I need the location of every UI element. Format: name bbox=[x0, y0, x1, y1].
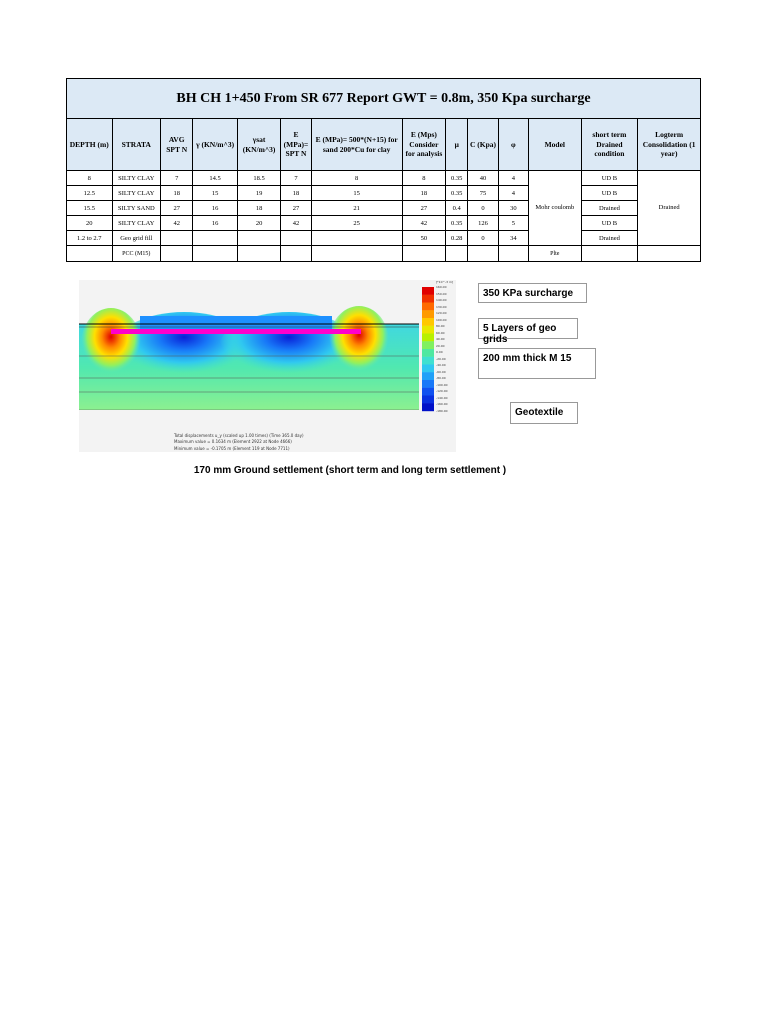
cell: 8 bbox=[67, 171, 113, 186]
cell: 18 bbox=[402, 186, 445, 201]
table-header-row bbox=[67, 119, 701, 171]
cell bbox=[237, 246, 280, 262]
table-row bbox=[67, 216, 701, 231]
cell: 15 bbox=[193, 186, 237, 201]
legend-swatch bbox=[422, 310, 434, 318]
cell bbox=[498, 246, 528, 262]
legend-swatch bbox=[422, 388, 434, 396]
table-row bbox=[67, 231, 701, 246]
soil-parameters-table bbox=[66, 118, 701, 262]
cell: 15 bbox=[311, 186, 402, 201]
legend-label: -120.00 bbox=[436, 389, 448, 394]
cell: 0.35 bbox=[446, 216, 468, 231]
cell: 42 bbox=[402, 216, 445, 231]
settlement-note: 170 mm Ground settlement (short term and long term settlement ) bbox=[193, 465, 507, 476]
m15-callout: 200 mm thick M 15 bbox=[478, 348, 596, 379]
legend-swatch bbox=[422, 380, 434, 388]
cell: 30 bbox=[498, 201, 528, 216]
col-e-formula: E (MPa)= 500*(N+15) for sand 200*Cu for clay bbox=[311, 119, 402, 171]
caption-line: Maximum value = 0.1634 m (Element 2922 at Node 4666) bbox=[174, 439, 292, 445]
cell: 42 bbox=[281, 216, 311, 231]
cell: Drained bbox=[581, 231, 638, 246]
cell bbox=[161, 231, 193, 246]
geotextile-callout: Geotextile bbox=[510, 402, 578, 424]
geo-grid-layers bbox=[111, 329, 361, 334]
legend-label: 80.00 bbox=[436, 324, 445, 329]
col-depth: DEPTH (m) bbox=[67, 119, 113, 171]
table-row bbox=[67, 246, 701, 262]
figure-caption bbox=[174, 433, 304, 452]
cell: PCC (M15) bbox=[112, 246, 161, 262]
col-gamma: γ (KN/m^3) bbox=[193, 119, 237, 171]
cell: 34 bbox=[498, 231, 528, 246]
heave-zone-right bbox=[329, 306, 389, 378]
caption-line: Total displacements u_y (scaled up 1.00 times) (Time 365.0 day) bbox=[174, 433, 304, 438]
cell: 16 bbox=[193, 216, 237, 231]
legend-label: 120.00 bbox=[436, 311, 447, 316]
model-merged-cell: Mohr coulomb bbox=[529, 171, 582, 246]
legend-label: -60.00 bbox=[436, 369, 446, 374]
legend-swatch bbox=[422, 326, 434, 334]
legend-label: 40.00 bbox=[436, 337, 445, 342]
legend-swatch bbox=[422, 396, 434, 404]
legend-label: -180.00 bbox=[436, 409, 448, 413]
legend-unit: [*10^-3 m] bbox=[436, 280, 454, 284]
col-short-term: short term Drained condition bbox=[581, 119, 638, 171]
cell bbox=[281, 231, 311, 246]
legend-swatch bbox=[422, 349, 434, 357]
cell bbox=[281, 246, 311, 262]
cell bbox=[468, 246, 498, 262]
col-model: Model bbox=[529, 119, 582, 171]
cell: 4 bbox=[498, 186, 528, 201]
cell: 18 bbox=[161, 186, 193, 201]
cell: Geo grid fill bbox=[112, 231, 161, 246]
cell: 27 bbox=[402, 201, 445, 216]
legend-swatch bbox=[422, 334, 434, 342]
cell: Drained bbox=[581, 201, 638, 216]
col-e-analysis: E (Mps) Consider for analysis bbox=[402, 119, 445, 171]
cell: 20 bbox=[237, 216, 280, 231]
table-row bbox=[67, 186, 701, 201]
cell: 0.28 bbox=[446, 231, 468, 246]
cell bbox=[311, 231, 402, 246]
legend-label: 20.00 bbox=[436, 343, 445, 348]
table-row bbox=[67, 201, 701, 216]
legend-swatch bbox=[422, 403, 434, 411]
cell: 75 bbox=[468, 186, 498, 201]
cell: 1.2 to 2.7 bbox=[67, 231, 113, 246]
fem-displacement-figure bbox=[79, 280, 456, 452]
cell: Plte bbox=[529, 246, 582, 262]
cell: SILTY CLAY bbox=[112, 186, 161, 201]
cell: 12.5 bbox=[67, 186, 113, 201]
cell: 14.5 bbox=[193, 171, 237, 186]
cell: 27 bbox=[161, 201, 193, 216]
geogrids-callout: 5 Layers of geo grids bbox=[478, 318, 578, 339]
legend-label: 160.00 bbox=[436, 285, 447, 289]
cell: 15.5 bbox=[67, 201, 113, 216]
caption-line: Minimum value = -0.1705 m (Element 119 at Node 7711) bbox=[174, 445, 290, 451]
cell: 21 bbox=[311, 201, 402, 216]
col-spt: AVG SPT N bbox=[161, 119, 193, 171]
cell: 0.4 bbox=[446, 201, 468, 216]
legend-label: -160.00 bbox=[436, 402, 448, 407]
surcharge-callout: 350 KPa surcharge bbox=[478, 283, 587, 303]
legend-swatch bbox=[422, 357, 434, 365]
cell: 5 bbox=[498, 216, 528, 231]
legend-label: 0.00 bbox=[436, 350, 443, 355]
legend-label: -20.00 bbox=[436, 356, 446, 361]
col-gamma-sat: γsat (KN/m^3) bbox=[237, 119, 280, 171]
legend-label: 150.00 bbox=[436, 291, 447, 296]
legend-label: -80.00 bbox=[436, 376, 446, 381]
cell: 0 bbox=[468, 231, 498, 246]
cell: 7 bbox=[161, 171, 193, 186]
cell bbox=[193, 246, 237, 262]
cell: 19 bbox=[237, 186, 280, 201]
cell: UD B bbox=[581, 186, 638, 201]
cell: 4 bbox=[498, 171, 528, 186]
col-e-spt: E (MPa)= SPT N bbox=[281, 119, 311, 171]
legend-label: -40.00 bbox=[436, 363, 446, 368]
cell: UD B bbox=[581, 216, 638, 231]
cell: 18.5 bbox=[237, 171, 280, 186]
report-title: BH CH 1+450 From SR 677 Report GWT = 0.8m, 350 Kpa surcharge bbox=[66, 78, 701, 119]
col-long-term: Logterm Consolidation (1 year) bbox=[638, 119, 701, 171]
cell: 126 bbox=[468, 216, 498, 231]
cell: 0.35 bbox=[446, 186, 468, 201]
cell bbox=[161, 246, 193, 262]
cell bbox=[638, 246, 701, 262]
cell: 0.35 bbox=[446, 171, 468, 186]
cell: 18 bbox=[281, 186, 311, 201]
legend-swatch bbox=[422, 295, 434, 303]
table-row bbox=[67, 171, 701, 186]
legend-swatch bbox=[422, 341, 434, 349]
cell bbox=[402, 246, 445, 262]
cell bbox=[237, 231, 280, 246]
displacement-contour-plot bbox=[79, 280, 419, 410]
cell: 0 bbox=[468, 201, 498, 216]
legend-swatch bbox=[422, 287, 434, 295]
cell: 20 bbox=[67, 216, 113, 231]
cell: SILTY CLAY bbox=[112, 216, 161, 231]
legend-label: -140.00 bbox=[436, 395, 448, 400]
col-phi: φ bbox=[498, 119, 528, 171]
cell: 50 bbox=[402, 231, 445, 246]
cell: SILTY CLAY bbox=[112, 171, 161, 186]
legend-label: -100.00 bbox=[436, 382, 448, 387]
cell bbox=[581, 246, 638, 262]
cell: 18 bbox=[237, 201, 280, 216]
cell: 42 bbox=[161, 216, 193, 231]
col-c: C (Kpa) bbox=[468, 119, 498, 171]
cell: 8 bbox=[311, 171, 402, 186]
cell: UD B bbox=[581, 171, 638, 186]
cell: 27 bbox=[281, 201, 311, 216]
legend-swatch bbox=[422, 365, 434, 373]
cell: 8 bbox=[402, 171, 445, 186]
cell bbox=[67, 246, 113, 262]
legend-label: 130.00 bbox=[436, 304, 447, 309]
cell: 16 bbox=[193, 201, 237, 216]
cell: 40 bbox=[468, 171, 498, 186]
legend-swatch bbox=[422, 372, 434, 380]
long-term-merged-cell: Drained bbox=[638, 171, 701, 246]
legend-swatch bbox=[422, 318, 434, 326]
col-strata: STRATA bbox=[112, 119, 161, 171]
col-mu: μ bbox=[446, 119, 468, 171]
cell bbox=[193, 231, 237, 246]
cell: SILTY SAND bbox=[112, 201, 161, 216]
legend-label: 100.00 bbox=[436, 317, 447, 322]
cell bbox=[311, 246, 402, 262]
legend-label: 140.00 bbox=[436, 298, 447, 303]
legend-swatch bbox=[422, 303, 434, 311]
legend-label: 60.00 bbox=[436, 330, 445, 335]
cell: 7 bbox=[281, 171, 311, 186]
cell: 25 bbox=[311, 216, 402, 231]
heave-zone-left bbox=[81, 308, 141, 380]
cell bbox=[446, 246, 468, 262]
